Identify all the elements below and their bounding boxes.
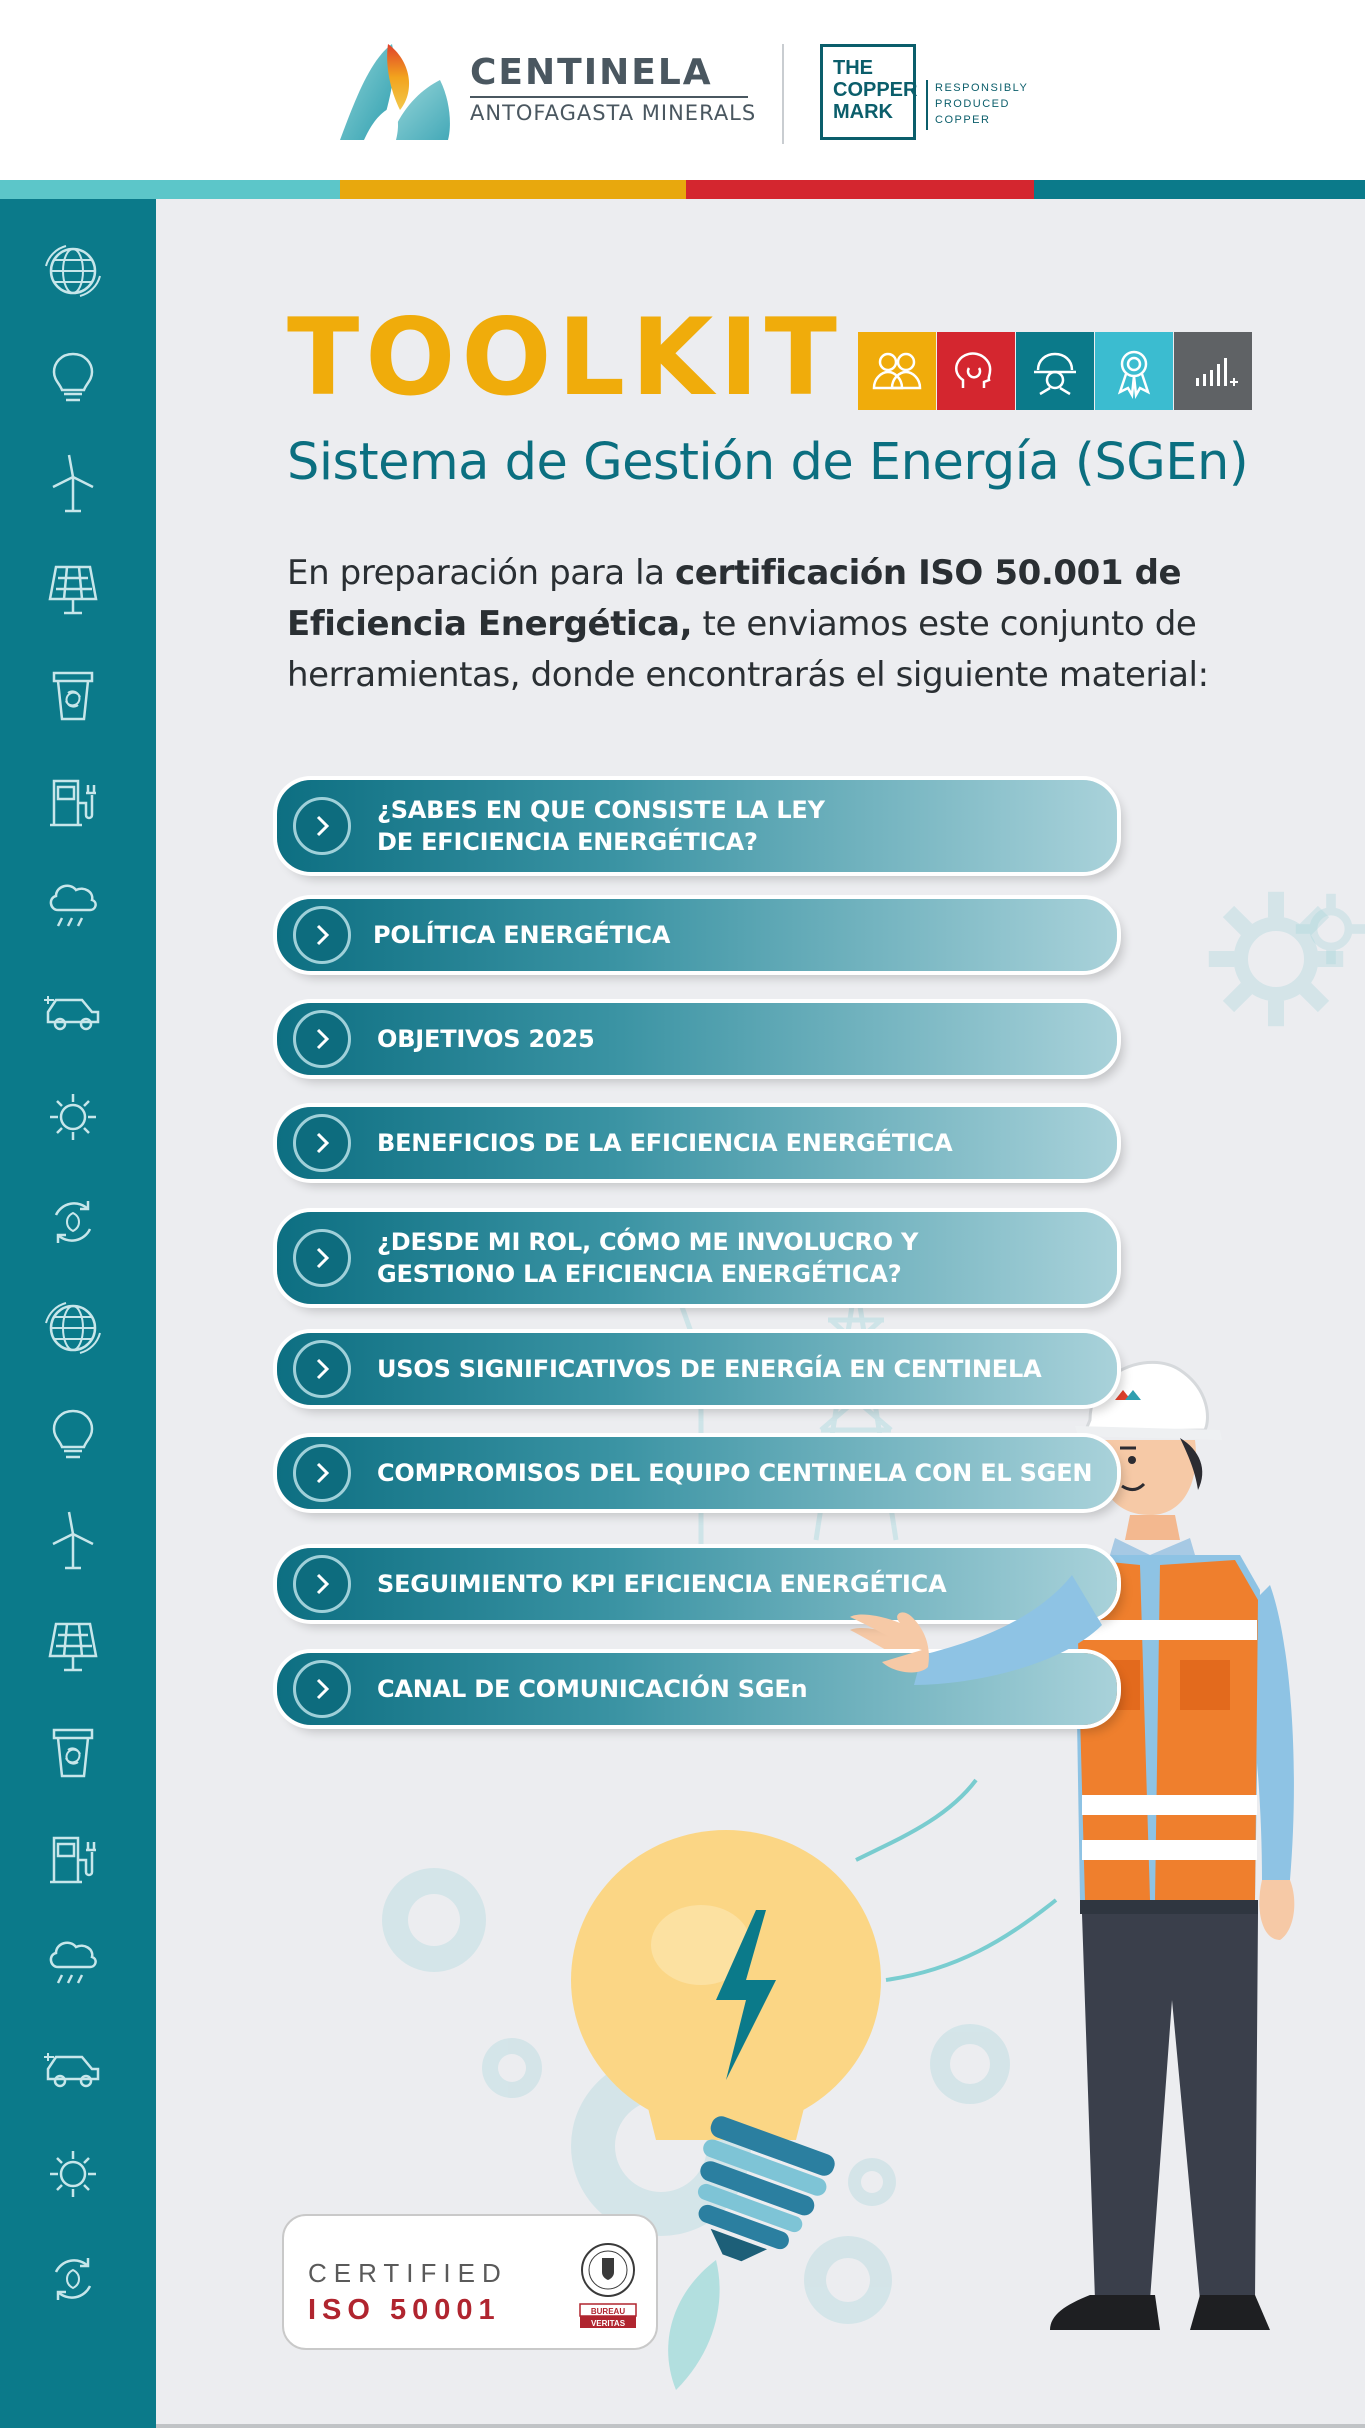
menu-item-desde-mi-rol[interactable] xyxy=(277,1212,1117,1304)
page-title: TOOLKIT xyxy=(287,296,843,419)
color-stripe xyxy=(1034,180,1365,199)
menu-item-compromisos[interactable] xyxy=(277,1437,1117,1509)
sun-icon xyxy=(38,2139,108,2209)
gear-icon xyxy=(1291,889,1365,969)
chevron-right-icon xyxy=(293,1010,351,1068)
copper-tagline: RESPONSIBLY xyxy=(935,82,1029,94)
category-tile-award xyxy=(1095,332,1173,410)
award-ribbon-icon xyxy=(1095,332,1173,410)
menu-item-beneficios[interactable] xyxy=(277,1107,1117,1179)
menu-item-usos-significativos[interactable] xyxy=(277,1333,1117,1405)
menu-item-label xyxy=(377,1226,1097,1290)
worker-pointing-arm xyxy=(842,1575,1122,1735)
iso-certification-badge xyxy=(282,2214,658,2350)
certified-label: CERTIFIED xyxy=(308,2258,508,2288)
menu-item-label-line: DE EFICIENCIA ENERGÉTICA? xyxy=(377,828,758,856)
chevron-right-icon xyxy=(293,1444,351,1502)
intro-text: te enviamos este conjunto de herramientas, donde encontrarás el siguiente material: xyxy=(287,604,1209,695)
intro-emphasis: certificación ISO 50.001 de Eficiencia Energética, xyxy=(287,553,1182,644)
solar-panel-icon xyxy=(38,1610,108,1680)
chevron-right-icon xyxy=(293,1340,351,1398)
header-divider xyxy=(782,44,784,144)
menu-item-label-line: GESTIONO LA EFICIENCIA ENERGÉTICA? xyxy=(377,1260,902,1288)
menu-item-label-line: ¿SABES EN QUE CONSISTE LA LEY xyxy=(377,796,825,824)
menu-item-objetivos-2025[interactable] xyxy=(277,1003,1117,1075)
eco-cycle-icon xyxy=(38,1187,108,1257)
bureau-veritas-seal-icon xyxy=(574,2240,642,2332)
centinela-brand-name: CENTINELA xyxy=(470,52,713,93)
ev-charger-icon xyxy=(38,765,108,835)
lightbulb-icon xyxy=(38,1399,108,1469)
centinela-logo-icon xyxy=(330,40,460,146)
rain-cloud-icon xyxy=(38,1927,108,1997)
electric-car-icon xyxy=(38,2033,108,2103)
copper-tagline-rule xyxy=(926,80,928,130)
rain-cloud-icon xyxy=(38,870,108,940)
lightbulb-icon xyxy=(38,342,108,412)
iso-standard-label: ISO 50001 xyxy=(308,2294,501,2326)
page-header xyxy=(0,0,1365,180)
menu-item-label: SEGUIMIENTO KPI EFICIENCIA ENERGÉTICA xyxy=(377,1570,947,1598)
menu-item-label-line: ¿DESDE MI ROL, CÓMO ME INVOLUCRO Y xyxy=(377,1228,919,1256)
electric-car-icon xyxy=(38,976,108,1046)
category-tile-brain xyxy=(937,332,1015,410)
svg-text:BUREAU: BUREAU xyxy=(590,2307,626,2316)
chevron-right-icon xyxy=(293,1229,351,1287)
color-stripe xyxy=(340,180,686,199)
menu-item-label: OBJETIVOS 2025 xyxy=(377,1025,595,1053)
copper-tagline: COPPER xyxy=(935,114,991,126)
intro-paragraph xyxy=(287,548,1297,701)
page-subtitle: Sistema de Gestión de Energía (SGEn) xyxy=(287,433,1249,492)
copper-mark-logo xyxy=(820,44,916,140)
chevron-right-icon xyxy=(293,906,351,964)
eco-cycle-icon xyxy=(38,2244,108,2314)
color-stripe xyxy=(0,180,340,199)
centinela-brand-subtitle: ANTOFAGASTA MINERALS xyxy=(470,101,757,125)
copper-mark-line: THE xyxy=(833,57,873,79)
ev-charger-icon xyxy=(38,1822,108,1892)
chevron-right-icon xyxy=(293,1660,351,1718)
color-stripe xyxy=(686,180,1034,199)
copper-mark-line: MARK xyxy=(833,101,893,123)
menu-item-label: USOS SIGNIFICATIVOS DE ENERGÍA EN CENTINELA xyxy=(377,1355,1042,1383)
category-tile-worker xyxy=(1016,332,1094,410)
recycle-bin-icon xyxy=(38,659,108,729)
menu-item-label: CANAL DE COMUNICACIÓN SGEn xyxy=(377,1675,808,1703)
globe-icon xyxy=(38,1293,108,1363)
intro-text: En preparación para la xyxy=(287,553,676,593)
menu-item-label: COMPROMISOS DEL EQUIPO CENTINELA CON EL SGEN xyxy=(377,1459,1093,1487)
menu-item-label xyxy=(377,794,1097,858)
copper-mark-line: COPPER xyxy=(833,79,918,101)
bottom-divider xyxy=(156,2424,1365,2428)
recycle-bin-icon xyxy=(38,1716,108,1786)
menu-item-label: BENEFICIOS DE LA EFICIENCIA ENERGÉTICA xyxy=(377,1129,953,1157)
wind-turbine-icon xyxy=(38,1504,108,1574)
solar-panel-icon xyxy=(38,553,108,623)
brain-cycle-icon xyxy=(937,332,1015,410)
menu-item-label: POLÍTICA ENERGÉTICA xyxy=(373,921,671,949)
globe-icon xyxy=(38,236,108,306)
brand-divider xyxy=(470,96,748,98)
svg-text:VERITAS: VERITAS xyxy=(590,2319,626,2328)
menu-item-ley-eficiencia[interactable] xyxy=(277,780,1117,872)
copper-tagline: PRODUCED xyxy=(935,98,1010,110)
people-icon xyxy=(858,332,936,410)
worker-helmet-icon xyxy=(1016,332,1094,410)
chevron-right-icon xyxy=(293,1555,351,1613)
sun-icon xyxy=(38,1082,108,1152)
chevron-right-icon xyxy=(293,1114,351,1172)
chevron-right-icon xyxy=(293,797,351,855)
category-tile-people xyxy=(858,332,936,410)
menu-item-politica-energetica[interactable] xyxy=(277,899,1117,971)
signal-bars-icon xyxy=(1174,332,1252,410)
wind-turbine-icon xyxy=(38,447,108,517)
category-tile-signal xyxy=(1174,332,1252,410)
